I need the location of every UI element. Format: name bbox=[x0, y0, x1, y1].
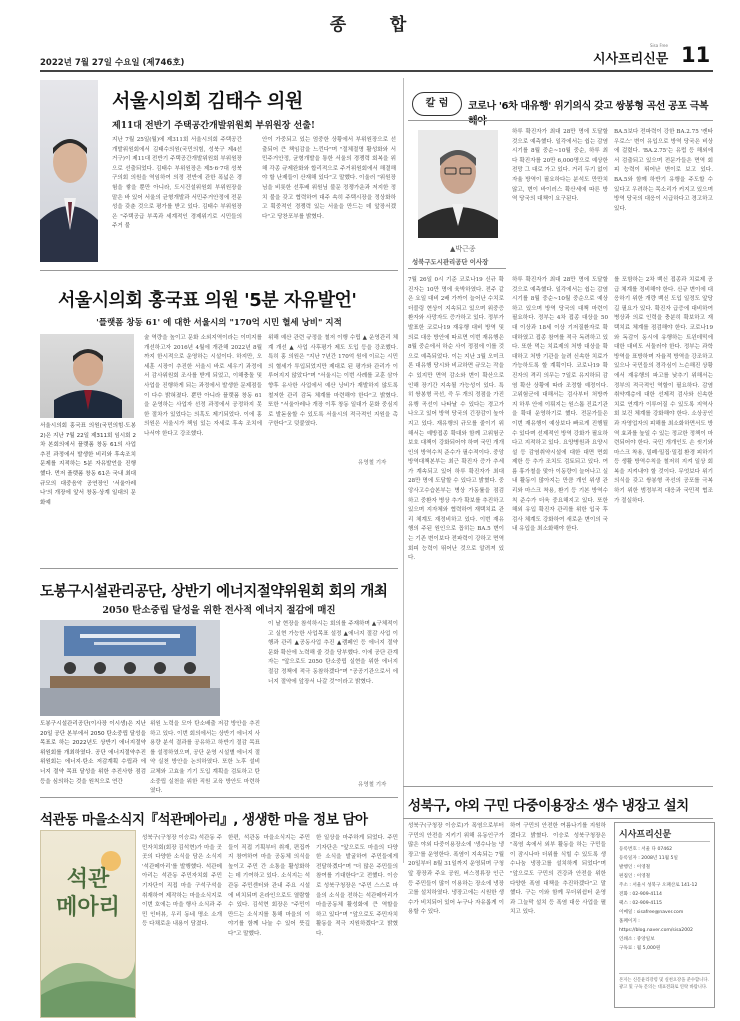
reporter-dobong: 유영철 기자 bbox=[358, 782, 387, 788]
kim-col2: 안이 가중되고 있는 엄중한 상황에서 부위원장으로 선출되어 큰 책임감을 느낀다"며 "절체절명 활성화와 서민주거안정, 균형개발을 통한 서울의 경쟁력 회복을 위해 각종 규제완화와 합리적으로 주거위원회에서 해결해야 할 난제들이 산재해 있다"고 말했다. 이울러 "위원장님을 비롯한 선후배 위원님 불문 정쟁가운과 저지한 정치 불을 갖고 협력하여 대주 속히 주택시장을 정상화하고 획중적인 경쟁력 있는 서울을 만드는 데 앞장서겠다"고 당찬포부를 밝혔다. bbox=[262, 137, 396, 220]
masthead-line: 이메일 : sisafree@naver.com bbox=[619, 910, 684, 915]
author-title: 성북구도시관리공단 이사장 bbox=[412, 258, 489, 266]
column-title: 코로나 '6차 대유행' 위기의식 갖고 쌍봉형 곡선 공포 극복해야 bbox=[468, 101, 709, 127]
headline-seokgwan: 석관동 마을소식지『석관메아리』, 생생한 마을 정보 담아 bbox=[40, 812, 368, 828]
cover-seokgwan bbox=[40, 830, 136, 1018]
article-seokgwan bbox=[40, 800, 398, 1018]
subhead-dobong: 2050 탄소중립 달성을 위한 전사적 에너지 절감에 매진 bbox=[102, 605, 336, 616]
masthead-title: 시사프리신문 bbox=[619, 830, 672, 840]
article-dobong bbox=[40, 574, 398, 794]
water-col1: 성북구(구청장 이승로)가 폭염으로부터 구민의 안전을 지키기 위해 유동인구가 많은 야외 다중이용장소에 '생수나눔 냉장고'를 운영한다. 폭염이 지속되는 7월 20일부터 8월 31일까지 운영되며 구청 앞 광장과 주요 공원, 버스정류장 인근 등 주민들이 많이 이용하는 장소에 냉장고를 설치하였다. 냉장고에는 시원한 생수가 비치되어 있어 누구나 자유롭게 이용할 수 있다. bbox=[408, 823, 504, 916]
article-kim bbox=[40, 76, 398, 262]
subhead-hong: '플랫폼 창동 61' 에 대한 서울시의 "170억 시민 혈세 낭비" 지적 bbox=[96, 318, 342, 328]
dobong-col2: 위원 노력을 모아 탄소배출 저감 방안을 추진하고 있다. 이번 회의에서는 상반기 에너지 사용량 분석 결과를 공유하고 하반기 절감 목표를 설정하였으며, 공단 운영 시설별 에너지 절약 실천 방안을 논의하였다. 또한 노후 설비 교체와 고효율 기기 도입 계획을 검토하고 탄소중립 실천을 위한 직원 교육 방안도 마련하였다. bbox=[150, 721, 260, 795]
masthead-line: 인쇄소 : 중앙일보 bbox=[619, 937, 655, 942]
brand-name: 시사프리신문 bbox=[593, 52, 669, 67]
column-main-col1: 7월 26일 0시 기준 코로나19 신규 확진자는 10만 명에 육박하였다. 전주 같은 요일 대비 2배 가까이 늘어난 수치로 더블링 현상이 지속되고 있으며 위중증 환자와 사망자도 증가하고 있다. 정부가 발표한 코로나19 재유행 대비 방역 및 의료 대응 방안에 따르면 이번 재유행은 8월 중순에서 하순 사이 정점에 이를 것으로 예측되었다. 이는 지난 3월 오미크론 대유행 당시와 비교하면 규모는 작을 수 있지만 면역 감소와 변이 확산으로 인해 장기간 지속될 가능성이 있다. 특히 쌍봉형 곡선, 즉 두 개의 정점을 가진 유행 곡선이 나타날 수 있다는 경고가 나오고 있어 방역 당국의 긴장감이 높아지고 있다. 재유행의 규모를 줄이기 위해서는 예방접종 확대와 함께 고위험군 보호 대책이 강화되어야 하며 국민 개개인의 방역수칙 준수가 필수적이다. 중앙방역대책본부는 최근 확진자 증가 추세가 계속되고 있어 하루 확진자가 최대 28만 명에 도달할 수 있다고 밝혔다. 중앙사고수습본부는 병상 가동률을 점검하고 중환자 병상 추가 확보를 추진하고 있으며 지자체와 협력하여 재택치료 관리 체계도 재정비하고 있다. 이번 재유행의 주된 원인으로 꼽히는 BA.5 변이는 기존 변이보다 전파력이 강하고 면역 회피 능력이 뛰어난 것으로 알려져 있다. bbox=[408, 277, 504, 562]
caption-dobong: 도봉구시설관리공단(이사장 이시생)은 지난 20일 공단 본부에서 2050 탄소중립 달성을 목표로 하는 2022년도 상반기 에너지절약위원회를 개최하였다. 공단 에너지절약추진위원회는 에너지·탄소 저감계획 수립과 에너지 절약 목표 달성을 위한 추진사항 점검 등을 심의하는 것을 원칙으로 연간 bbox=[40, 721, 146, 785]
subhead-kim: 제11대 전반기 주택공간개발위원회 부위원장 선출! bbox=[112, 121, 315, 131]
masthead-line: 팩스 : 02-909-4115 bbox=[619, 901, 662, 906]
masthead-line: 홈페이지 : https://blog.naver.com/sisa2002 bbox=[619, 919, 693, 933]
column-main-col3: 를 포함하는 2차 백신 접종과 치료제 공급 체계를 정비해야 한다. 신규 변이에 대응하기 위한 개량 백신 도입 일정도 앞당길 필요가 있다. 확진자 급증에 대비하여 병상과 의료 인력을 충분히 확보하고 재택치료 체계를 점검해야 한다. 코로나19와 독감이 동시에 유행하는 트윈데믹에 대한 대비도 서둘러야 한다. 정부는 과학 방역을 표방하며 자율적 방역을 강조하고 있으나 국민들의 경각심이 느슨해진 상황에서 재유행의 파고를 낮추기 위해서는 정부의 적극적인 역할이 필요하다. 감염 취약계층에 대한 선제적 검사와 신속한 치료 연계가 이루어질 수 있도록 지역사회 보건 체계를 강화해야 한다. 소상공인과 자영업자의 피해를 최소화하면서도 방역 효과를 높일 수 있는 정교한 정책이 마련되어야 한다. 국민 개개인도 손 씻기와 마스크 착용, 밀폐·밀집·밀접 환경 피하기 등 생활 방역수칙을 철저히 지켜 일상 회복을 지켜내야 할 것이다. 무엇보다 위기의식을 갖고 쌍봉형 곡선의 공포를 극복하기 위한 범정부적 대응과 국민적 협조가 절실하다. bbox=[614, 277, 713, 504]
hong-col3: 위해 예산 관련 규정을 철저 이행 수립 ▲ 운영관리 체계 개선 ▲ 사업 사후평가 제도 도입 등을 강조했다. 특히 홍 의원은 "지난 7년간 170억 원에 이르는 시민의 혈세가 투입되었지만 제대로 된 평가와 관리가 이루어지지 않았다"며 "서울시는 이번 사례를 교훈 삼아 향후 유사한 사업에서 예산 낭비가 재발하지 않도록 철저한 관리 감독 체계를 마련해야 한다"고 밝혔다. 또한 "서울아레나 개장 이후 창동 일대가 문화 중심지로 발돋움할 수 있도록 서울시의 적극적인 지원을 촉구한다"고 덧붙였다. bbox=[268, 335, 398, 428]
masthead-footer: 본지는 신문윤리강령 및 실천요강을 준수합니다. 광고 및 구독 문의는 대표전화로 연락 바랍니다. bbox=[619, 978, 709, 990]
dobong-col3: 이 날 현장을 참석하시는 회의를 주재하며 ▲구체적이고 실현 가능한 사업목표 설정 ▲에너지 절감 사업 이행과 관리 ▲공동사업 추진 ▲캠페인 등 에너지 절약 문화 확산에 노력해 줄 것을 당부했다. 이에 공단 관계자는 "앞으로도 2050 탄소중립 실현을 위한 에너지 절감 정책에 적극 동참하겠다"며 "공공기관으로서 에너지 절약에 앞장서 나갈 것"이라고 밝혔다. bbox=[268, 621, 398, 685]
headline-kim: 서울시의회 김태수 의원 bbox=[112, 90, 303, 112]
column-section bbox=[408, 76, 713, 863]
masthead-box bbox=[614, 822, 715, 1008]
photo-meeting bbox=[40, 620, 220, 716]
page-header bbox=[0, 0, 740, 70]
section-title: 종 합 bbox=[329, 15, 411, 35]
column-label: 칼 럼 bbox=[412, 92, 462, 116]
headline-dobong: 도봉구시설관리공단, 상반기 에너지절약위원회 회의 개최 bbox=[40, 584, 388, 600]
water-col2: 하여 구민의 안전한 여름나기를 지원하겠다고 밝혔다. 이승로 성북구청장은 "폭염 속에서 외부 활동을 하는 구민들이 잠시나마 더위를 식힐 수 있도록 생수나눔 냉장고를 설치하게 되었다"며 "앞으로도 구민의 건강과 안전을 위한 다양한 폭염 대책을 추진하겠다"고 말했다. 구는 이와 함께 무더위쉼터 운영과 그늘막 설치 등 폭염 대응 사업을 펼치고 있다. bbox=[510, 823, 606, 916]
photo-hong-gukpyo bbox=[40, 334, 134, 418]
masthead-line: 구독료 : 월 5,000원 bbox=[619, 946, 661, 951]
hong-col2: 술 역량을 높이고 문화 소외지역이라는 이미지를 개선하고자 2016년 4월에 개관해 2022년 8월까지 한시적으로 운영하는 시설이다. 하지만, 오세훈 시장이 추진한 서울시 바로 세우기 과정에서 감사위원회 조사를 받게 되었고, 이해충돌 및 사업을 진행하게 되는 과정에서 발생한 문제점들이 다수 밝혀졌다. 뿐만 아니라 플랫폼 창동 61을 운영하는 사업자 선정 과정에서 공정하지 못한 절차가 있었다는 의혹도 제기되었다. 이에 홍 의원은 서울시가 책임 있는 자세로 후속 조치에 나서야 한다고 강조했다. bbox=[144, 335, 262, 437]
author-name: ▲박근종 bbox=[450, 245, 476, 253]
masthead-line: 등록번호 : 서울 다 07462 bbox=[619, 847, 673, 852]
masthead-line: 전화 : 02-909-4114 bbox=[619, 892, 662, 897]
kim-col1: 지난 7월 25일(월)에 제311회 서울시의회 주택공간개발위원회에서 김태수의원(국민의힘, 성북구 제4선거구)이 제11대 전반기 주택공간개발위원회 부위원장으로 선출되었다. 김태수 부위원장은 제5·6·7대 성북구의회 의원을 역임하여 의정 전반에 관한 폭넓은 경험을 쌓을 뿐만 아니라, 도시건설위원회 부위원장을 맡은 바 있어 서울의 균형개발과 서민주거안정에 전문성을 갖춘 것으로 평가를 받고 있다. 김태수 부위원장은 "주택공급 부족과 세계적인 경제위기로 시민들의 주거 불 bbox=[112, 137, 242, 230]
issue-date: 2022년 7월 27일 수요일 (제746호) bbox=[40, 58, 185, 68]
masthead-lines bbox=[619, 845, 710, 953]
article-hong bbox=[40, 276, 398, 506]
brand-small: Sisa Free bbox=[650, 43, 668, 48]
column-col1-top: 하루 확진자가 최대 28만 명에 도달할 것으로 예측했다. 일각에서는 쉽는 감염 시기를 8월 중순~10월 중순, 하루 최다 확진자를 20만 6,000명으로 예상한 전망 그 대로 가고 있다. 거리 두기 없이 자율 방역이 필요하다는 분석도 만만치 않고, 변이 바이러스 확산세에 따른 방역 당국의 대책이 요구된다. bbox=[512, 129, 608, 203]
author-photo bbox=[418, 130, 498, 238]
cover-title: 석관 메아리 bbox=[56, 866, 120, 920]
seokgwan-col1: 성북구(구청장 이승로) 석관동 주민자치회(회장 김석현)가 마을 곳곳의 다양한 소식을 담은 소식지 '석관메아리'를 발행했다. 석관메아리는 석관동 주민자치회 주민기자단이 직접 마을 구석구석을 취재하여 제작하는 마을소식지로 이번 호에는 마을 행사 소식과 주민 인터뷰, 우리 동네 명소 소개 등 다채로운 내용이 담겼다. bbox=[142, 835, 222, 928]
caption-hong: 서울시의회 홍국표 의원(국민의힘·도봉2)은 지난 7월 22일 제311회 임시회 2차 본회의에서 플랫폼 창동 61의 사업 추진 과정에서 발생한 비리와 후속조치 문제를 지적하는 5분 자유발언을 진행했다. 먼저 플랫폼 창동 61은 국내 최대 규모의 대중음악 공연장인 '서울아레나'의 개장에 앞서 창동·상계 일대의 문화예 bbox=[40, 423, 136, 506]
page-number: 11 bbox=[681, 43, 711, 67]
masthead-line: 편집인 : 이영철 bbox=[619, 874, 651, 879]
headline-hong: 서울시의회 홍국표 의원 '5분 자유발언' bbox=[58, 290, 357, 311]
reporter-hong: 유영철 기자 bbox=[358, 460, 387, 466]
masthead-line: 주소 : 서울시 성북구 오패산로 141-12 bbox=[619, 883, 698, 888]
seokgwan-col2: 한편, 석관동 마을소식지는 주민들이 직접 기획부터 취재, 편집까지 참여하여 마을 공동체 의식을 높이고 주민 간 소통을 활성화하는 데 기여하고 있다. 소식지는 석관동 주민센터와 관내 주요 시설에 비치되며 온라인으로도 열람할 수 있다. 김석현 회장은 "주민이 만드는 소식지를 통해 마을의 이야기를 함께 나눌 수 있어 뜻깊다"고 말했다. bbox=[228, 835, 310, 937]
article-water-body bbox=[408, 786, 713, 1018]
column-col2-top: BA.5보다 전파력이 강한 BA.2.75 '켄타우로스' 변이 유입으로 방역 당국은 비상에 걸렸다. 'BA.2.75'는 유럽 등 해외에서 검출되고 있으며 전문가들은 면역 회피 능력이 뛰어난 변이로 보고 있다. BA.5와 함께 하반기 유행을 주도할 수 있다고 우려하는 목소리가 커지고 있으며 방역 당국의 대응이 시급하다고 경고하고 있다. bbox=[614, 129, 713, 212]
masthead-line: 등록일자 : 2008년 11월 5일 bbox=[619, 856, 678, 861]
seokgwan-col3: 한 일상을 마주하게 되었다. 주민기자단은 "앞으로도 마을의 다양한 소식을 발굴하여 주민들에게 전달하겠다"며 "더 많은 주민들의 참여를 기대한다"고 전했다. 이승로 성북구청장은 "주민 스스로 마을의 소식을 전하는 석관메아리가 마을공동체 활성화에 큰 역할을 하고 있다"며 "앞으로도 주민자치 활동을 적극 지원하겠다"고 밝혔다. bbox=[316, 835, 398, 937]
headline-water-main: 성북구, 야외 구민 다중이용장소 생수 냉장고 설치 bbox=[408, 798, 689, 814]
column-main-col2: 하루 확진자가 최대 28만 명에 도달할 것으로 예측했다. 일각에서는 쉽는 감염 시기를 8월 중순~10월 중순으로 예상하고 있으며 방역 당국의 대책 마련이 필요하다. 정부는 4차 접종 대상을 50대 이상과 18세 이상 기저질환자로 확대하였고 접종 참여를 적극 독려하고 있다. 또한 먹는 치료제의 처방 대상을 확대하고 처방 기관을 늘려 신속한 치료가 가능하도록 할 계획이다. 코로나19 확진자의 격리 의무는 7일로 유지하되 감염 확산 상황에 따라 조정할 예정이다. 고위험군에 대해서는 검사부터 처방까지 하루 안에 이뤄지는 원스톱 진료기관을 확대 운영하기로 했다. 전문가들은 이번 재유행이 예상보다 빠르게 진행될 수 있다며 선제적인 방역 강화가 필요하다고 지적하고 있다. 요양병원과 요양시설 등 감염취약시설에 대한 대면 면회 제한 등 추가 조치도 검토되고 있다. 여름 휴가철을 맞아 이동량이 늘어나고 실내 활동이 많아지는 만큼 개인 위생 관리와 마스크 착용, 환기 등 기본 방역수칙 준수가 더욱 중요해지고 있다. 또한 해외 유입 확진자 관리를 위한 입국 후 검사 체계도 강화하여 새로운 변이의 국내 유입을 최소화해야 한다. bbox=[512, 277, 608, 533]
masthead-line: 발행인 : 이영철 bbox=[619, 865, 651, 870]
photo-kim-taesu bbox=[40, 80, 98, 262]
